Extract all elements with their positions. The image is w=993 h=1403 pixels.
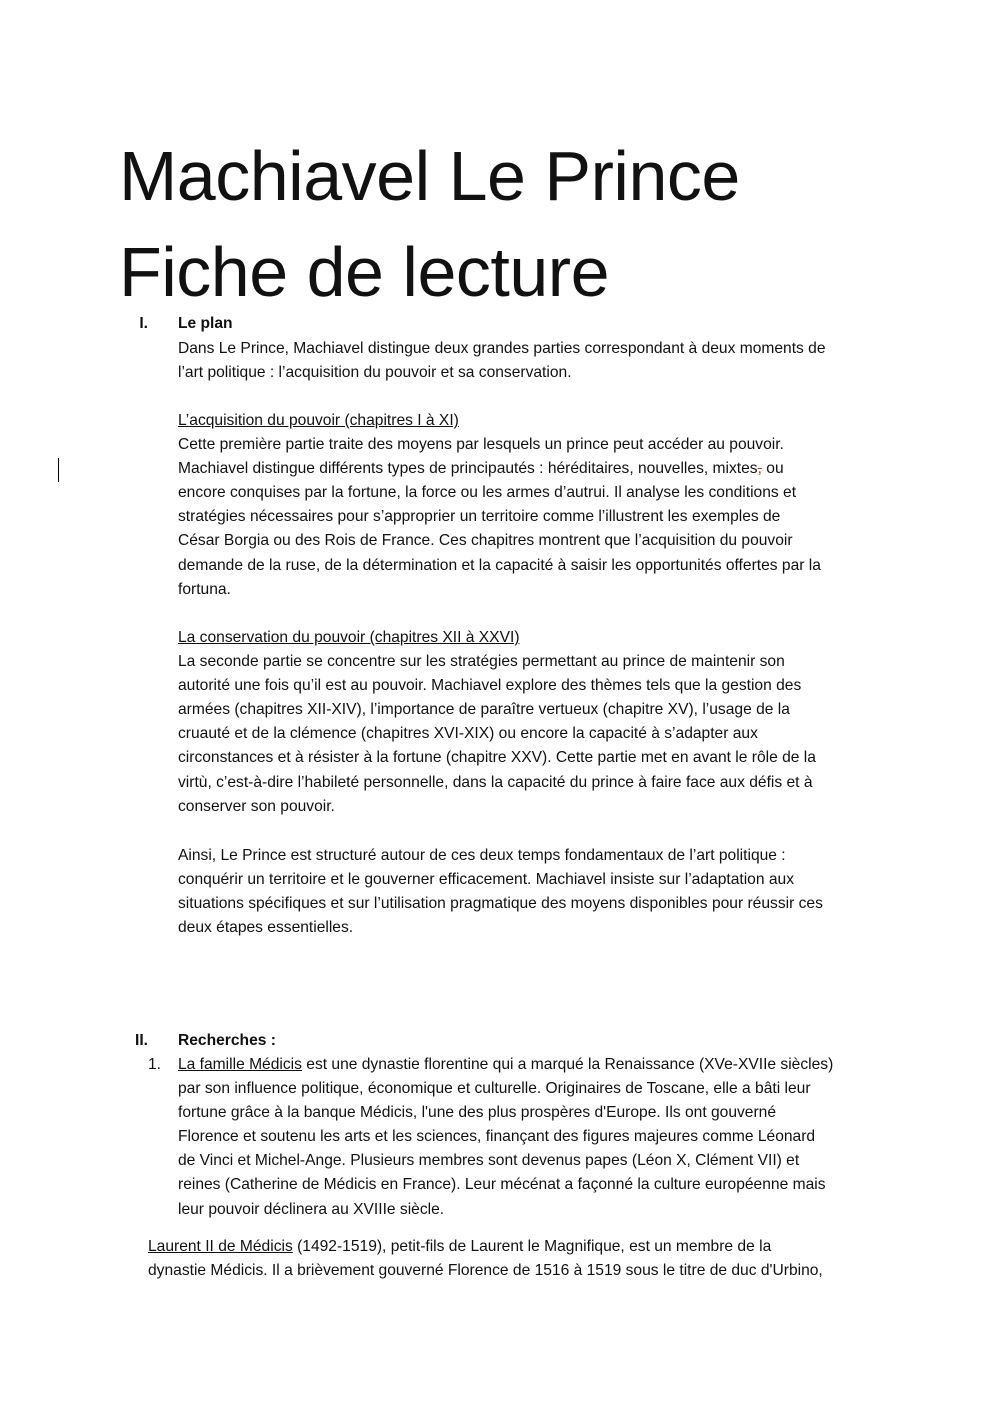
paragraph-line: fortuna. [178, 580, 231, 598]
paragraph-laurent [148, 1235, 878, 1283]
section-1-title: Le plan [178, 315, 233, 332]
title-line-2: Fiche de lecture [119, 233, 610, 311]
text-cursor [58, 458, 59, 482]
paragraph-line: Florence et soutenu les arts et les sciences, finançant des figures majeures comme Léonard [178, 1128, 816, 1146]
paragraph-line: La seconde partie se concentre sur les stratégies permettant au prince de maintenir son [178, 653, 785, 671]
paragraph-line: de Vinci et Michel-Ange. Plusieurs membres sont devenus papes (Léon X, Clément VII) et [178, 1152, 800, 1170]
paragraph-text: (1492-1519), petit-fils de Laurent le Magnifique, est un membre de la [292, 1238, 772, 1255]
paragraph-line: César Borgia ou des Rois de France. Ces chapitres montrent que l’acquisition du pouvoir [178, 532, 793, 550]
section-2-number: II. [135, 1032, 148, 1049]
section-1-conclusion [178, 844, 878, 940]
paragraph-line: conquérir un territoire et le gouverner efficacement. Machiavel insiste sur l’adaptation aux [178, 871, 794, 889]
paragraph-line: par son influence politique, économique et culturelle. Originaires de Toscane, elle a bâti leur [178, 1080, 811, 1098]
paragraph-line: deux étapes essentielles. [178, 919, 354, 937]
section-1-intro [178, 337, 878, 385]
list-item-medicis [178, 1053, 878, 1222]
subsection-acquisition [178, 409, 878, 602]
subsection-acquisition-title: L’acquisition du pouvoir (chapitres I à XI) [178, 412, 459, 429]
list-item-number: 1. [148, 1056, 162, 1073]
paragraph-line: leur pouvoir déclinera au XVIIIe siècle. [178, 1200, 445, 1218]
section-2-title: Recherches : [178, 1032, 276, 1049]
paragraph-text: ou [761, 460, 784, 478]
paragraph-line: circonstances et à résister à la fortune (chapitre XXV). Cette partie met en avant le rôle de la [178, 749, 816, 767]
paragraph-line: reines (Catherine de Médicis en France). Leur mécénat a façonné la culture européenne mais [178, 1176, 826, 1194]
subsection-conservation-title: La conservation du pouvoir (chapitres XII à XXVI) [178, 629, 520, 646]
paragraph-line: stratégies nécessaires pour s’approprier un territoire comme l’illustrent les exemples de [178, 508, 781, 526]
paragraph-line: dynastie Médicis. Il a brièvement gouverné Florence de 1516 à 1519 sous le titre de duc d'Urbino, [148, 1262, 823, 1280]
paragraph-line: Ainsi, Le Prince est structuré autour de ces deux temps fondamentaux de l’art politique : [178, 847, 786, 864]
paragraph-line: armées (chapitres XII-XIV), l’importance de paraître vertueux (chapitre XV), l’usage de la [178, 701, 790, 719]
paragraph-line: autorité une fois qu’il est au pouvoir. Machiavel explore des thèmes tels que la gestion des [178, 677, 802, 695]
paragraph-line: encore conquises par la fortune, la force ou les armes d’autrui. Il analyse les conditions et [178, 484, 797, 502]
medicis-link[interactable]: La famille Médicis [178, 1056, 302, 1073]
paragraph-line [178, 1053, 878, 1077]
paragraph-line [148, 1235, 878, 1259]
intro-line: Dans Le Prince, Machiavel distingue deux grandes parties correspondant à deux moments de [178, 340, 826, 357]
paragraph-text: est une dynastie florentine qui a marqué la Renaissance (XVe-XVIIe siècles) [301, 1056, 834, 1073]
paragraph-line: fortune grâce à la banque Médicis, l'une des plus prospères d'Europe. Ils ont gouverné [178, 1104, 777, 1122]
paragraph-line: conserver son pouvoir. [178, 797, 335, 815]
paragraph-line: cruauté et de la clémence (chapitres XVI-XIX) ou encore la capacité à s’adapter aux [178, 725, 758, 743]
paragraph-line: demande de la ruse, de la détermination et la capacité à saisir les opportunités offertes par la [178, 556, 821, 574]
paragraph-line: Cette première partie traite des moyens par lesquels un prince peut accéder au pouvoir. [178, 436, 784, 454]
deleted-text: , [757, 460, 762, 478]
intro-line: l’art politique : l’acquisition du pouvoir et sa conservation. [178, 364, 572, 382]
paragraph-text: Machiavel distingue différents types de principautés : héréditaires, nouvelles, mixtes [178, 460, 758, 478]
laurent-link[interactable]: Laurent II de Médicis [148, 1238, 293, 1255]
subsection-conservation [178, 626, 878, 819]
section-1-number: I. [139, 315, 148, 332]
paragraph-line [178, 457, 878, 481]
page-title [119, 128, 740, 320]
paragraph-line: situations spécifiques et sur l’utilisation pragmatique des moyens disponibles pour réussir ces [178, 895, 823, 913]
title-line-1: Machiavel Le Prince [119, 137, 740, 215]
paragraph-line: virtù, c’est-à-dire l’habileté personnelle, dans la capacité du prince à faire face aux défis et à [178, 773, 813, 791]
